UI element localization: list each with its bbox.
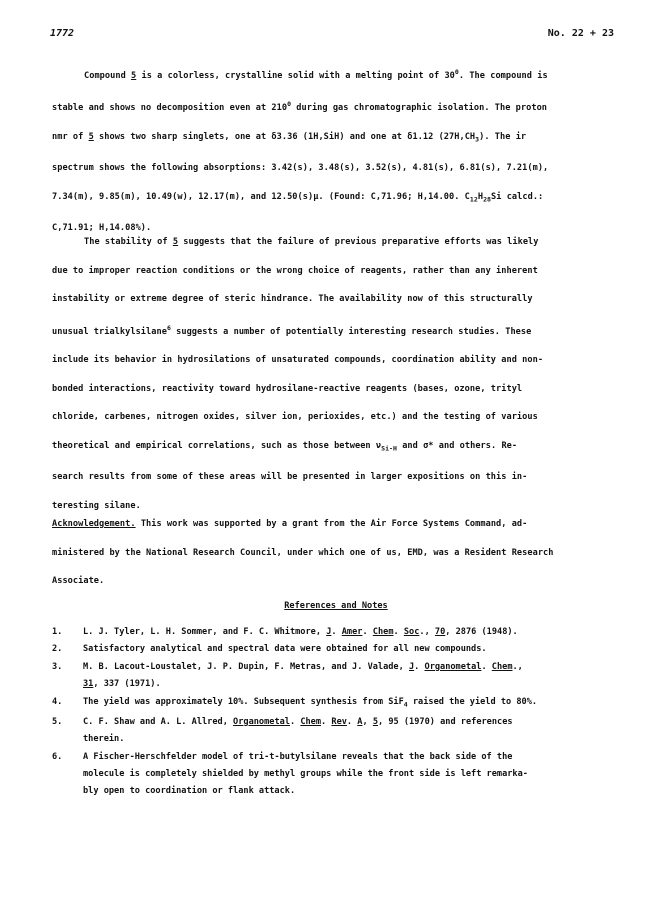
text-line: Compound 5 is a colorless, crystalline solid with a melting point of $30^0$. The compound is xyxy=(84,68,548,81)
reference-item: 3. M. B. Lacout-Loustalet, J. P. Dupin, F. Metras, and J. Valade, J. Organometal. Chem., 31, 337 (1971). xyxy=(52,661,523,690)
page-number: 1772 xyxy=(50,28,75,39)
text-line: ministered by the National Research Council, under which one of us, EMD, was a Resident Research xyxy=(52,547,554,558)
paragraph-stability xyxy=(52,228,612,521)
references-heading: References and Notes xyxy=(284,601,388,611)
text-line: C,71.91; H,14.08%). xyxy=(52,223,152,234)
reference-item: 1. L. J. Tyler, L. H. Sommer, and F. C. Whitmore, J. Amer. Chem. Soc., 70, 2876 (1948). xyxy=(52,627,518,637)
reference-item: 2. Satisfactory analytical and spectral data were obtained for all new compounds. xyxy=(52,644,487,655)
reference-item: 6. A Fischer-Herschfelder model of tri-t-butylsilane reveals that the back side of the molecule is completely shielded by methyl groups while the front side is left remarka- bly open to coordination or flank attack. xyxy=(52,751,528,797)
text-line: theoretical and empirical correlations, such as those between $\nu_{Si-H}$ and σ* and others. Re- xyxy=(52,441,518,453)
reference-item: 4. The yield was approximately 10%. Subsequent synthesis from SiF$_4$ raised the yield to 80%. xyxy=(52,696,538,709)
paragraph-acknowledgement xyxy=(52,510,612,596)
issue-number: No. 22 + 23 xyxy=(547,28,614,39)
references-list xyxy=(52,624,612,801)
text-line: search results from some of these areas will be presented in larger expositions on this in- xyxy=(52,472,528,483)
text-line: stable and shows no decomposition even at $210^0$ during gas chromatographic isolation. The proton xyxy=(52,100,548,114)
text-line: bonded interactions, reactivity toward hydrosilane-reactive reagents (bases, ozone, trityl xyxy=(52,383,523,394)
text-line: unusual trialkylsilane$^6$ suggests a number of potentially interesting research studies. These xyxy=(52,323,532,337)
paragraph-compound-description xyxy=(52,58,612,243)
text-line: spectrum shows the following absorptions: 3.42(s), 3.48(s), 3.52(s), 4.81(s), 6.81(s), 7.21(m), xyxy=(52,163,549,174)
acknowledgement-heading: Acknowledgement. xyxy=(52,519,136,529)
text-line: Acknowledgement. This work was supported by a grant from the Air Force Systems Command, ad- xyxy=(52,519,528,529)
text-line: nmr of 5 shows two sharp singlets, one at δ3.36 (1H,SiH) and one at δ1.12 $(27H,CH_3)$. The ir xyxy=(52,131,527,144)
text-line: chloride, carbenes, nitrogen oxides, silver ion, perioxides, etc.) and the testing of various xyxy=(52,412,538,423)
text-line: 7.34(m), 9.85(m), 10.49(w), 12.17(m), and 12.50(s)μ. (Found: C,71.96; H,14.00. $C_{12}H_{28}Si$ calcd.: xyxy=(52,191,544,204)
text-line: Associate. xyxy=(52,576,105,587)
reference-item: 5. C. F. Shaw and A. L. Allred, Organometal. Chem. Rev. A, 5, 95 (1970) and references therein. xyxy=(52,716,513,745)
text-line: instability or extreme degree of steric hindrance. The availability now of this structurally xyxy=(52,294,533,305)
text-line: include its behavior in hydrosilations of unsaturated compounds, coordination ability and non- xyxy=(52,355,544,366)
text-line: teresting silane. xyxy=(52,500,141,511)
text-line: The stability of 5 suggests that the failure of previous preparative efforts was likely xyxy=(84,237,539,247)
text-line: due to improper reaction conditions or the wrong choice of reagents, rather than any inherent xyxy=(52,265,538,276)
